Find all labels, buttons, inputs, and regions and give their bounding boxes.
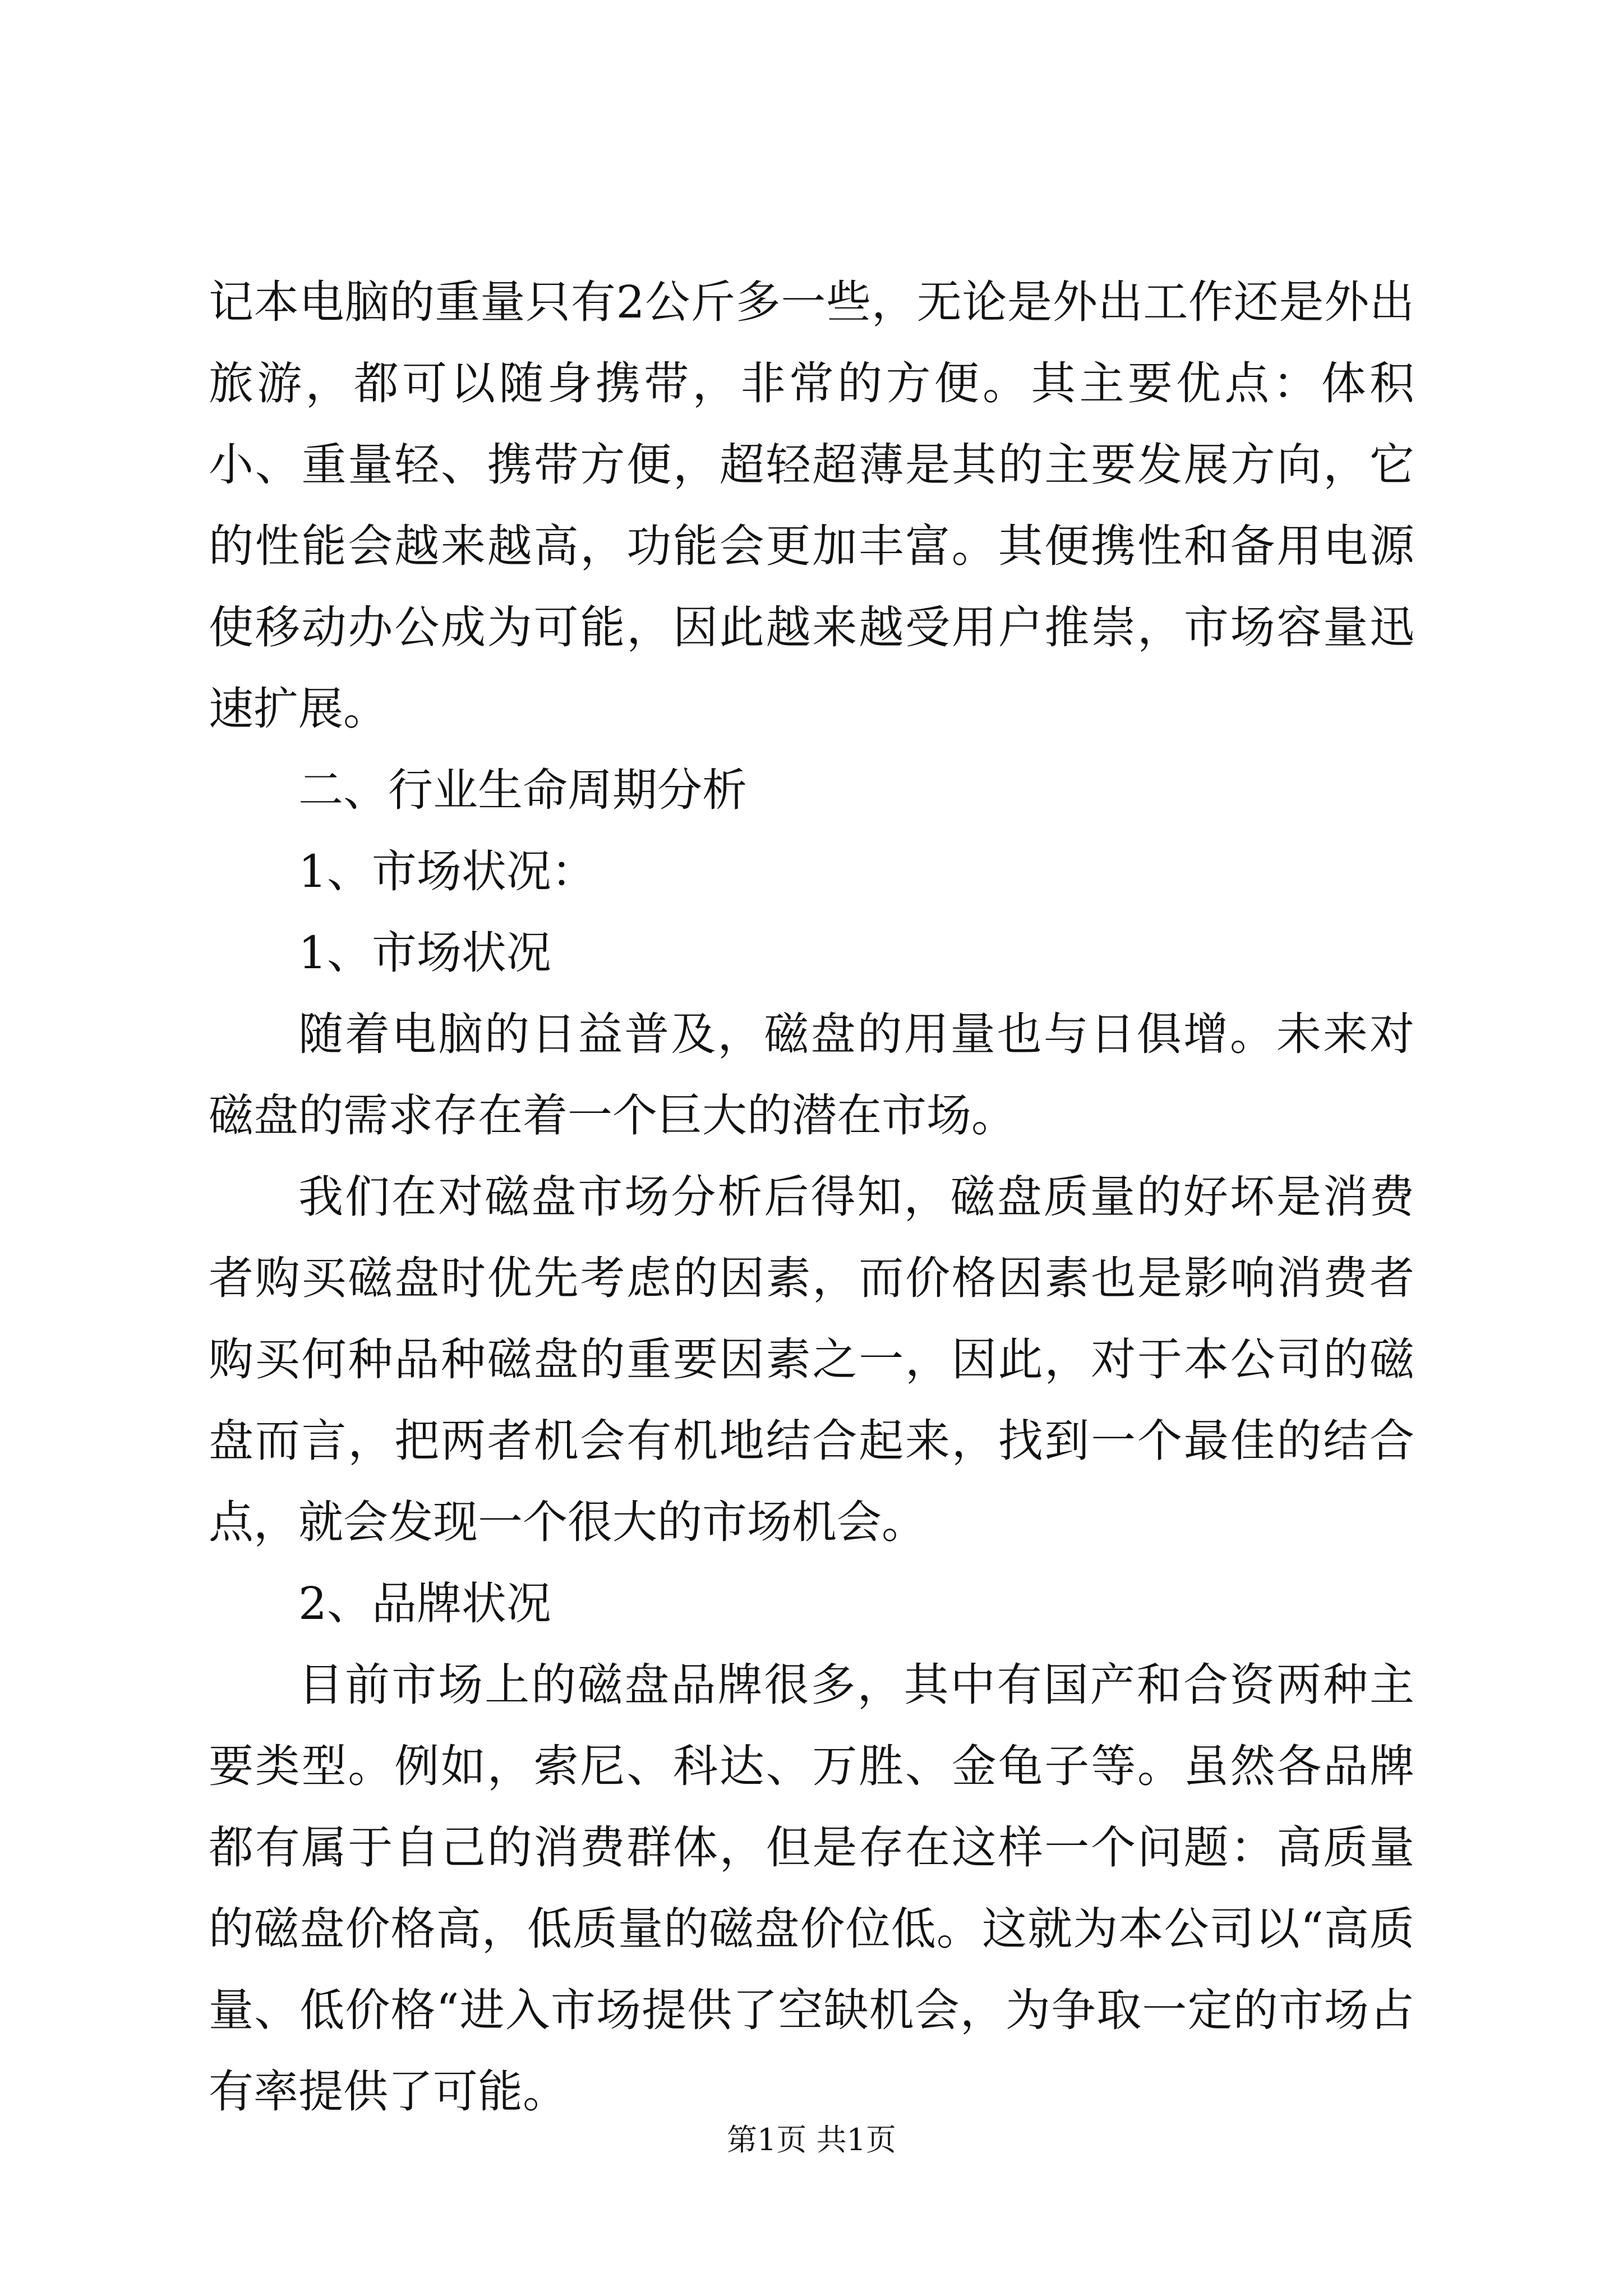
paragraph-market-analysis: 我们在对磁盘市场分析后得知，磁盘质量的好坏是消费者购买磁盘时优先考虑的因素，而价格因素也是影响消费者购买何种品种磁盘的重要因素之一，因此，对于本公司的磁盘而言，把两者机会有机地结合起来，找到一个最佳的结合点，就会发现一个很大的市场机会。 [209, 1171, 1414, 1548]
subheading-brand-status: 2、品牌状况 [298, 1577, 551, 1630]
paragraph-notebook-intro: 记本电脑的重量只有2公斤多一些，无论是外出工作还是外出旅游，都可以随身携带，非常的方便。其主要优点：体积小、重量轻、携带方便，超轻超薄是其的主要发展方向，它的性能会越来越高，功能会更加丰富。其便携性和备用电源使移动办公成为可能，因此越来越受用户推崇，市场容量迅速扩展。 [209, 276, 1414, 735]
paragraph-brand-analysis: 目前市场上的磁盘品牌很多，其中有国产和合资两种主要类型。例如，索尼、科达、万胜、金龟子等。虽然各品牌都有属于自己的消费群体，但是存在这样一个问题：高质量的磁盘价格高，低质量的磁盘价位低。这就为本公司以“高质量、低价格“进入市场提供了空缺机会，为争取一定的市场占有率提供了可能。 [209, 1659, 1414, 2118]
section-heading-lifecycle: 二、行业生命周期分析 [298, 764, 747, 816]
page-footer: 第1页 共1页 [727, 2122, 896, 2157]
document-body [209, 261, 1414, 2132]
subheading-market-status: 1、市场状况 [298, 927, 551, 979]
subheading-market-status-colon: 1、市场状况： [298, 845, 596, 898]
paragraph-disk-demand: 随着电脑的日益普及，磁盘的用量也与日俱增。未来对磁盘的需求存在着一个巨大的潜在市场。 [209, 1008, 1414, 1142]
